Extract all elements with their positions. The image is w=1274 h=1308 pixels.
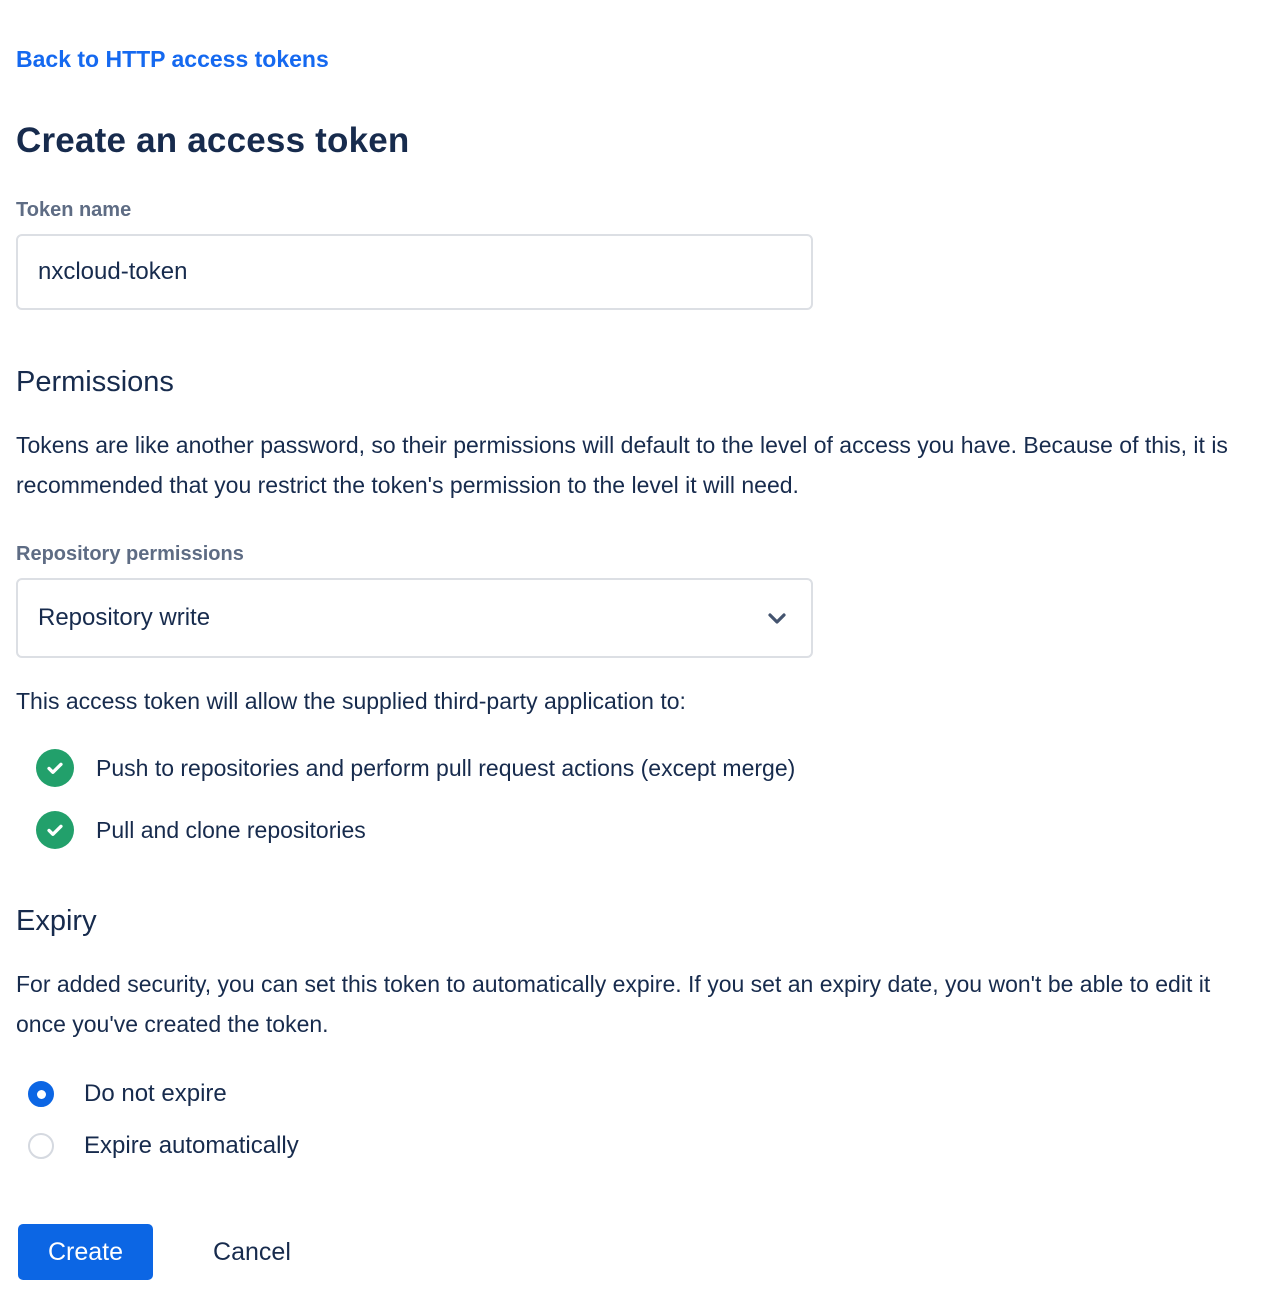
expiry-description: For added security, you can set this token to automatically expire. If you set an expiry date, you won't be able to edit it once you've created the token. (16, 971, 1211, 1037)
capability-text: Push to repositories and perform pull request actions (except merge) (96, 754, 796, 781)
repository-permissions-selected-value: Repository write (38, 604, 211, 631)
permissions-description: Tokens are like another password, so their permissions will default to the level of access you have. Because of this, it is recommended that you restrict the token's permission to the level it will need. (16, 432, 1228, 498)
permissions-heading: Permissions (16, 366, 174, 398)
page-title: Create an access token (16, 121, 410, 160)
check-icon (36, 811, 74, 849)
check-icon (36, 749, 74, 787)
radio-label: Expire automatically (84, 1132, 299, 1159)
radio-expire-automatically[interactable] (16, 1132, 1258, 1160)
token-name-label: Token name (16, 199, 132, 221)
access-token-allow-intro: This access token will allow the supplied third-party application to: (16, 688, 686, 714)
expiry-heading: Expiry (16, 905, 97, 937)
repository-permissions-select[interactable] (16, 578, 813, 658)
token-name-input[interactable] (16, 234, 813, 310)
back-to-http-access-tokens-link[interactable]: Back to HTTP access tokens (16, 46, 329, 72)
chevron-down-icon (765, 606, 789, 630)
expiry-radio-group (16, 1080, 1258, 1160)
radio-label: Do not expire (84, 1080, 227, 1107)
capability-item-pull (16, 811, 1258, 849)
radio-do-not-expire[interactable] (16, 1080, 1258, 1108)
create-button[interactable]: Create (18, 1224, 153, 1280)
capability-list (16, 749, 1258, 849)
cancel-button[interactable]: Cancel (197, 1224, 307, 1280)
radio-selected-icon[interactable] (28, 1081, 54, 1107)
form-actions (16, 1224, 1258, 1304)
repository-permissions-label: Repository permissions (16, 543, 244, 565)
capability-text: Pull and clone repositories (96, 816, 366, 843)
radio-unselected-icon[interactable] (28, 1133, 54, 1159)
capability-item-push (16, 749, 1258, 787)
